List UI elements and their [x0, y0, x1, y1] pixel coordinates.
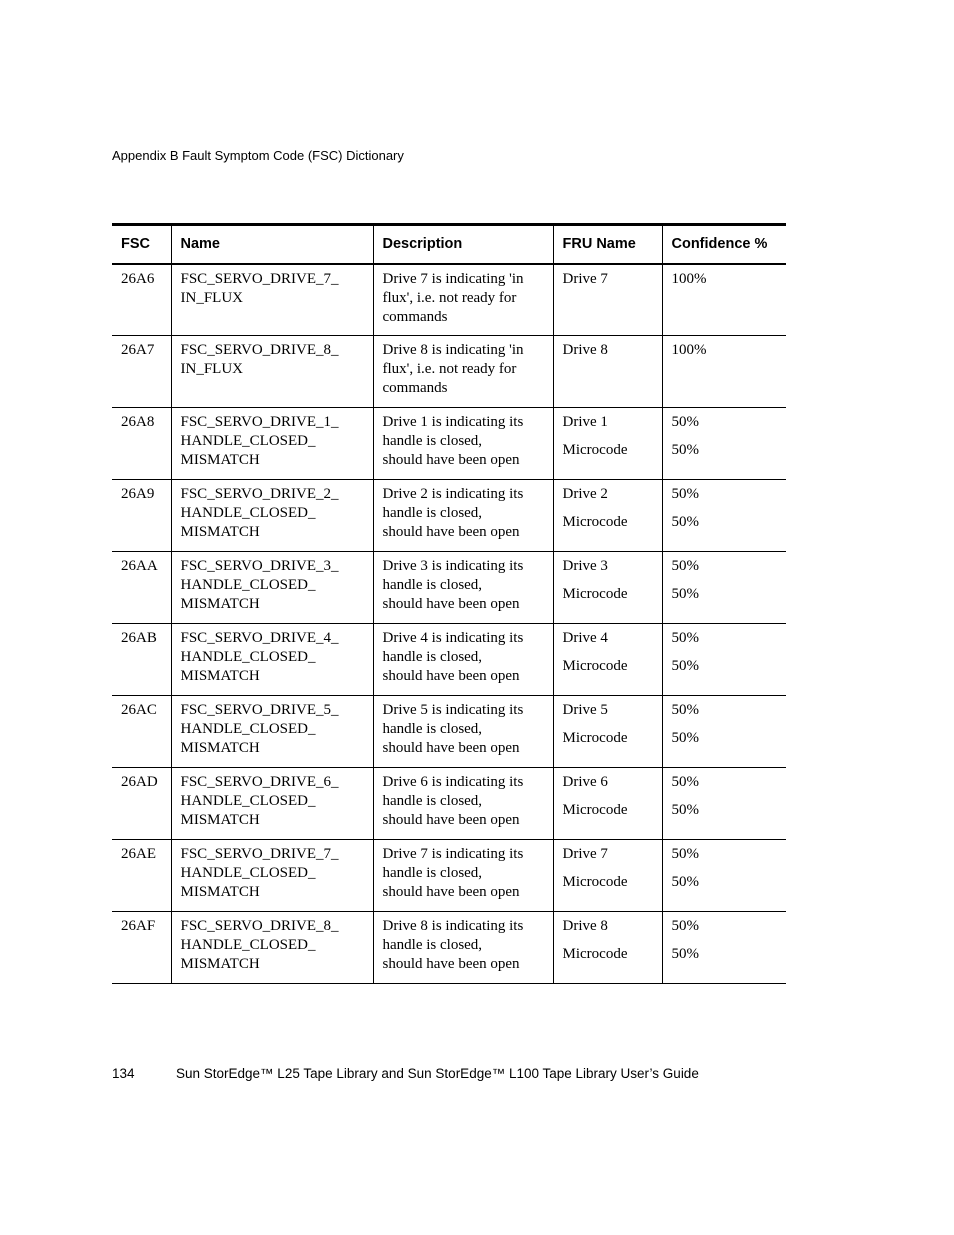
name-line: FSC_SERVO_DRIVE_2_	[180, 486, 339, 502]
cell-fru-name	[553, 336, 662, 408]
name-line: IN_FLUX	[180, 289, 243, 306]
description-line: should have been open	[382, 596, 520, 612]
cell-description	[373, 696, 553, 768]
description-line: Drive 8 is indicating 'in	[382, 342, 524, 358]
cell-name	[171, 696, 373, 768]
cell-confidence	[662, 696, 786, 768]
description-line: Drive 2 is indicating its	[382, 486, 524, 502]
description-line: commands	[382, 308, 448, 325]
confidence-entry: 50%	[671, 658, 699, 674]
fru-entry: Drive 2	[562, 486, 608, 502]
confidence-entry: 50%	[671, 442, 699, 458]
fru-entry: Drive 5	[562, 702, 608, 718]
cell-name	[171, 408, 373, 480]
name-line: HANDLE_CLOSED_	[180, 433, 316, 449]
name-line: FSC_SERVO_DRIVE_8_	[180, 342, 339, 358]
fru-entry: Drive 6	[562, 774, 608, 790]
table-row	[112, 408, 786, 480]
cell-fru-name	[553, 624, 662, 696]
column-header-confidence: Confidence %	[662, 225, 786, 264]
description-line: should have been open	[382, 524, 520, 540]
name-line: MISMATCH	[180, 524, 260, 540]
name-line: MISMATCH	[180, 884, 260, 900]
name-line: MISMATCH	[180, 668, 260, 684]
cell-confidence	[662, 264, 786, 336]
cell-description	[373, 840, 553, 912]
cell-description	[373, 624, 553, 696]
fru-entry: Microcode	[562, 730, 628, 746]
fru-entry: Drive 4	[562, 630, 608, 646]
description-line: Drive 6 is indicating its	[382, 774, 524, 790]
description-line: handle is closed,	[382, 937, 483, 953]
table-row	[112, 696, 786, 768]
cell-fru-name	[553, 480, 662, 552]
name-line: FSC_SERVO_DRIVE_8_	[180, 918, 339, 934]
confidence-entry: 50%	[671, 586, 699, 602]
name-line: HANDLE_CLOSED_	[180, 577, 316, 593]
name-line: FSC_SERVO_DRIVE_5_	[180, 702, 339, 718]
name-line: HANDLE_CLOSED_	[180, 649, 316, 665]
confidence-entry: 100%	[671, 342, 707, 358]
column-header-name: Name	[171, 225, 373, 264]
table-body	[112, 264, 786, 984]
cell-fsc: 26AA	[112, 552, 171, 624]
table-header-row	[112, 225, 786, 264]
table-row	[112, 768, 786, 840]
fru-entry: Microcode	[562, 802, 628, 818]
cell-name	[171, 552, 373, 624]
table-row	[112, 480, 786, 552]
column-header-fsc: FSC	[112, 225, 171, 264]
confidence-entry: 50%	[671, 486, 699, 502]
cell-fsc: 26A9	[112, 480, 171, 552]
confidence-entry: 50%	[671, 802, 699, 818]
description-line: Drive 7 is indicating its	[382, 846, 524, 862]
name-line: FSC_SERVO_DRIVE_6_	[180, 774, 339, 790]
fru-entry: Drive 1	[562, 414, 608, 430]
confidence-entry: 50%	[671, 774, 699, 790]
name-line: MISMATCH	[180, 452, 260, 468]
fru-entry: Microcode	[562, 658, 628, 674]
name-line: MISMATCH	[180, 740, 260, 756]
name-line: IN_FLUX	[180, 361, 243, 377]
cell-description	[373, 264, 553, 336]
name-line: MISMATCH	[180, 812, 260, 828]
cell-fsc: 26AC	[112, 696, 171, 768]
fsc-table	[112, 223, 786, 984]
description-line: flux', i.e. not ready for	[382, 289, 517, 306]
cell-description	[373, 552, 553, 624]
confidence-entry: 100%	[671, 270, 707, 287]
cell-description	[373, 408, 553, 480]
description-line: Drive 3 is indicating its	[382, 558, 524, 574]
description-line: should have been open	[382, 812, 520, 828]
cell-fsc: 26AF	[112, 912, 171, 984]
description-line: should have been open	[382, 956, 520, 972]
table-row	[112, 264, 786, 336]
description-line: Drive 1 is indicating its	[382, 414, 524, 430]
table-row	[112, 912, 786, 984]
cell-fsc: 26A8	[112, 408, 171, 480]
description-line: handle is closed,	[382, 865, 483, 881]
description-line: Drive 5 is indicating its	[382, 702, 524, 718]
cell-name	[171, 840, 373, 912]
cell-name	[171, 624, 373, 696]
confidence-entry: 50%	[671, 918, 699, 934]
description-line: flux', i.e. not ready for	[382, 361, 517, 377]
description-line: should have been open	[382, 740, 520, 756]
description-line: should have been open	[382, 884, 520, 900]
cell-confidence	[662, 624, 786, 696]
cell-fsc: 26A7	[112, 336, 171, 408]
fru-entry: Drive 8	[562, 342, 608, 358]
fru-entry: Microcode	[562, 442, 628, 458]
cell-confidence	[662, 552, 786, 624]
cell-fru-name	[553, 408, 662, 480]
cell-fru-name	[553, 768, 662, 840]
table-row	[112, 624, 786, 696]
fru-entry: Microcode	[562, 514, 628, 530]
cell-confidence	[662, 840, 786, 912]
cell-description	[373, 912, 553, 984]
name-line: HANDLE_CLOSED_	[180, 505, 316, 521]
description-line: Drive 8 is indicating its	[382, 918, 524, 934]
footer-title: Sun StorEdge™ L25 Tape Library and Sun StorEdge™ L100 Tape Library User’s Guide	[176, 1066, 699, 1081]
cell-description	[373, 768, 553, 840]
description-line: Drive 4 is indicating its	[382, 630, 524, 646]
confidence-entry: 50%	[671, 702, 699, 718]
fru-entry: Microcode	[562, 586, 628, 602]
table-row	[112, 552, 786, 624]
name-line: HANDLE_CLOSED_	[180, 721, 316, 737]
cell-description	[373, 336, 553, 408]
cell-confidence	[662, 768, 786, 840]
name-line: FSC_SERVO_DRIVE_7_	[180, 270, 339, 287]
running-header: Appendix B Fault Symptom Code (FSC) Dictionary	[112, 148, 404, 163]
confidence-entry: 50%	[671, 874, 699, 890]
fru-entry: Microcode	[562, 874, 628, 890]
cell-confidence	[662, 408, 786, 480]
name-line: HANDLE_CLOSED_	[180, 793, 316, 809]
table-row	[112, 336, 786, 408]
cell-name	[171, 264, 373, 336]
description-line: handle is closed,	[382, 577, 483, 593]
name-line: FSC_SERVO_DRIVE_7_	[180, 846, 339, 862]
confidence-entry: 50%	[671, 514, 699, 530]
name-line: FSC_SERVO_DRIVE_4_	[180, 630, 339, 646]
description-line: should have been open	[382, 668, 520, 684]
fru-entry: Drive 8	[562, 918, 608, 934]
confidence-entry: 50%	[671, 846, 699, 862]
name-line: MISMATCH	[180, 956, 260, 972]
description-line: handle is closed,	[382, 793, 483, 809]
fru-entry: Drive 3	[562, 558, 608, 574]
confidence-entry: 50%	[671, 414, 699, 430]
cell-fsc: 26AE	[112, 840, 171, 912]
cell-name	[171, 336, 373, 408]
cell-name	[171, 912, 373, 984]
description-line: handle is closed,	[382, 649, 483, 665]
cell-fru-name	[553, 552, 662, 624]
description-line: handle is closed,	[382, 433, 483, 449]
name-line: HANDLE_CLOSED_	[180, 865, 316, 881]
name-line: FSC_SERVO_DRIVE_3_	[180, 558, 339, 574]
cell-fru-name	[553, 696, 662, 768]
cell-fru-name	[553, 840, 662, 912]
fru-entry: Drive 7	[562, 270, 608, 287]
name-line: FSC_SERVO_DRIVE_1_	[180, 414, 339, 430]
cell-confidence	[662, 480, 786, 552]
description-line: handle is closed,	[382, 721, 483, 737]
fru-entry: Microcode	[562, 946, 628, 962]
cell-fsc: 26AB	[112, 624, 171, 696]
name-line: MISMATCH	[180, 596, 260, 612]
cell-name	[171, 480, 373, 552]
cell-confidence	[662, 912, 786, 984]
confidence-entry: 50%	[671, 946, 699, 962]
description-line: Drive 7 is indicating 'in	[382, 270, 524, 287]
cell-fsc: 26A6	[112, 264, 171, 336]
page-number: 134	[112, 1066, 135, 1081]
confidence-entry: 50%	[671, 730, 699, 746]
cell-confidence	[662, 336, 786, 408]
description-line: handle is closed,	[382, 505, 483, 521]
column-header-fru-name: FRU Name	[553, 225, 662, 264]
description-line: should have been open	[382, 452, 520, 468]
cell-fsc: 26AD	[112, 768, 171, 840]
cell-fru-name	[553, 264, 662, 336]
confidence-entry: 50%	[671, 630, 699, 646]
column-header-description: Description	[373, 225, 553, 264]
name-line: HANDLE_CLOSED_	[180, 937, 316, 953]
confidence-entry: 50%	[671, 558, 699, 574]
table-row	[112, 840, 786, 912]
cell-fru-name	[553, 912, 662, 984]
cell-description	[373, 480, 553, 552]
fru-entry: Drive 7	[562, 846, 608, 862]
cell-name	[171, 768, 373, 840]
description-line: commands	[382, 380, 448, 396]
